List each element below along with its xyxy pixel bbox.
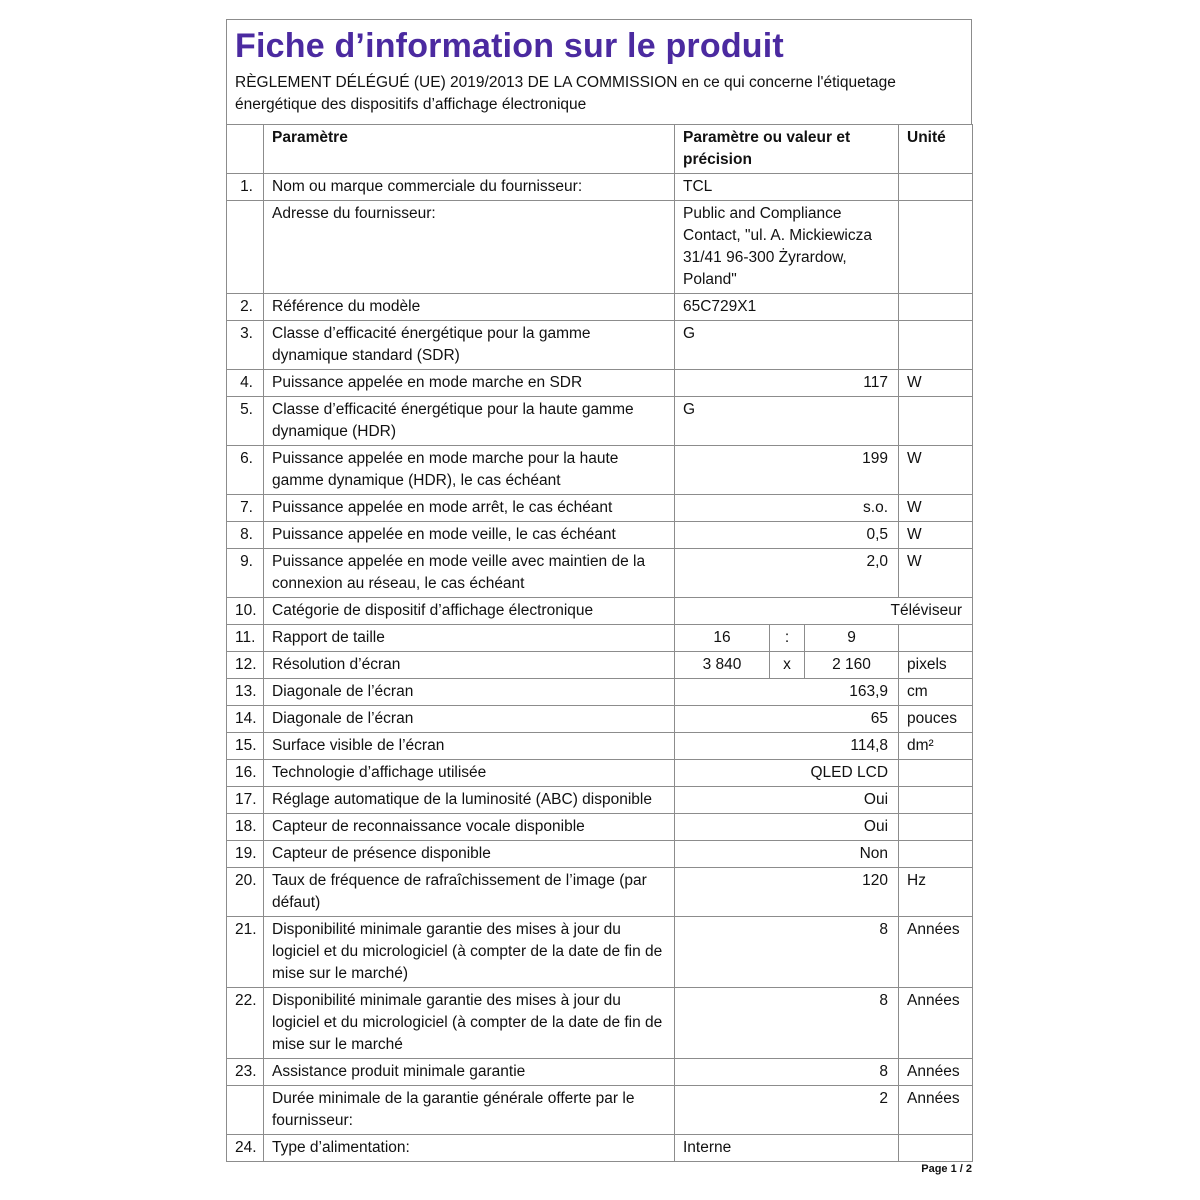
row-num: 20. — [227, 868, 264, 917]
row-num: 12. — [227, 652, 264, 679]
row-param: Assistance produit minimale garantie — [264, 1059, 675, 1086]
table-row — [227, 1086, 973, 1135]
row-param: Rapport de taille — [264, 625, 675, 652]
table-row — [227, 679, 973, 706]
row-num: 13. — [227, 679, 264, 706]
row-param: Durée minimale de la garantie générale offerte par le fournisseur: — [264, 1086, 675, 1135]
row-value: TCL — [675, 174, 899, 201]
page-number: Page 1 / 2 — [921, 1163, 972, 1175]
row-unit: pixels — [899, 652, 973, 679]
table-row-resolution — [227, 652, 973, 679]
table-row — [227, 733, 973, 760]
row-value: 163,9 — [675, 679, 899, 706]
row-num: 15. — [227, 733, 264, 760]
table-row — [227, 321, 973, 370]
row-param: Classe d’efficacité énergétique pour la gamme dynamique standard (SDR) — [264, 321, 675, 370]
row-param: Référence du modèle — [264, 294, 675, 321]
ratio-height: 9 — [805, 625, 899, 652]
row-value: G — [675, 321, 899, 370]
row-unit: Années — [899, 917, 973, 988]
row-value: s.o. — [675, 495, 899, 522]
table-row — [227, 1059, 973, 1086]
page-title: Fiche d’information sur le produit — [235, 27, 784, 65]
row-param: Puissance appelée en mode marche en SDR — [264, 370, 675, 397]
table-body-bottom — [227, 679, 973, 1162]
row-param: Résolution d’écran — [264, 652, 675, 679]
row-unit: pouces — [899, 706, 973, 733]
ratio-width: 16 — [675, 625, 770, 652]
table-row — [227, 549, 973, 598]
row-unit: Années — [899, 988, 973, 1059]
table-row — [227, 841, 973, 868]
row-param: Diagonale de l’écran — [264, 679, 675, 706]
table-row — [227, 174, 973, 201]
row-param: Réglage automatique de la luminosité (ABC) disponible — [264, 787, 675, 814]
row-param: Surface visible de l’écran — [264, 733, 675, 760]
row-num: 22. — [227, 988, 264, 1059]
row-value: 8 — [675, 988, 899, 1059]
row-unit — [899, 174, 973, 201]
row-unit — [899, 397, 973, 446]
row-value: 8 — [675, 917, 899, 988]
row-num — [227, 201, 264, 294]
row-value: 120 — [675, 868, 899, 917]
row-unit: W — [899, 370, 973, 397]
row-value: 2,0 — [675, 549, 899, 598]
regulation-subtitle: RÈGLEMENT DÉLÉGUÉ (UE) 2019/2013 DE LA COMMISSION en ce qui concerne l'étiquetage énergétique des dispositifs d’affichage électronique — [235, 74, 896, 113]
row-param: Disponibilité minimale garantie des mises à jour du logiciel et du micrologiciel (à compter de la date de fin de mise sur le marché — [264, 988, 675, 1059]
row-unit — [899, 760, 973, 787]
header-num — [227, 125, 264, 174]
row-value: 0,5 — [675, 522, 899, 549]
row-num: 7. — [227, 495, 264, 522]
row-unit — [899, 321, 973, 370]
resolution-height: 2 160 — [805, 652, 899, 679]
row-value: Oui — [675, 814, 899, 841]
row-param: Nom ou marque commerciale du fournisseur: — [264, 174, 675, 201]
row-unit: Hz — [899, 868, 973, 917]
row-num: 21. — [227, 917, 264, 988]
row-param: Capteur de reconnaissance vocale disponible — [264, 814, 675, 841]
row-value: Non — [675, 841, 899, 868]
row-value: 117 — [675, 370, 899, 397]
table-row — [227, 370, 973, 397]
table-row — [227, 787, 973, 814]
row-num: 3. — [227, 321, 264, 370]
row-unit — [899, 201, 973, 294]
table-row — [227, 294, 973, 321]
row-num: 23. — [227, 1059, 264, 1086]
resolution-width: 3 840 — [675, 652, 770, 679]
table-row-ratio — [227, 625, 973, 652]
row-param: Classe d’efficacité énergétique pour la haute gamme dynamique (HDR) — [264, 397, 675, 446]
row-value: G — [675, 397, 899, 446]
row-unit — [899, 841, 973, 868]
row-value: 114,8 — [675, 733, 899, 760]
row-num: 24. — [227, 1135, 264, 1162]
row-num: 16. — [227, 760, 264, 787]
row-unit: Années — [899, 1086, 973, 1135]
row-param: Puissance appelée en mode veille, le cas échéant — [264, 522, 675, 549]
row-unit: dm² — [899, 733, 973, 760]
row-value: 199 — [675, 446, 899, 495]
row-unit: W — [899, 446, 973, 495]
resolution-separator: x — [770, 652, 805, 679]
row-unit: Années — [899, 1059, 973, 1086]
row-num: 17. — [227, 787, 264, 814]
row-value: 8 — [675, 1059, 899, 1086]
row-param: Capteur de présence disponible — [264, 841, 675, 868]
row-unit — [899, 1135, 973, 1162]
row-num: 10. — [227, 598, 264, 625]
row-param: Diagonale de l’écran — [264, 706, 675, 733]
row-unit: W — [899, 549, 973, 598]
row-param: Disponibilité minimale garantie des mises à jour du logiciel et du micrologiciel (à compter de la date de fin de mise sur le marché) — [264, 917, 675, 988]
header-unit: Unité — [899, 125, 973, 174]
table-row — [227, 706, 973, 733]
row-param: Puissance appelée en mode marche pour la haute gamme dynamique (HDR), le cas échéant — [264, 446, 675, 495]
row-num — [227, 1086, 264, 1135]
product-info-sheet — [226, 19, 972, 1162]
table-body-top — [227, 174, 973, 625]
table-row — [227, 760, 973, 787]
table-row — [227, 868, 973, 917]
row-param: Adresse du fournisseur: — [264, 201, 675, 294]
header-value: Paramètre ou valeur et précision — [675, 125, 899, 174]
row-num: 19. — [227, 841, 264, 868]
row-value: 65 — [675, 706, 899, 733]
table-row — [227, 598, 973, 625]
table-row — [227, 522, 973, 549]
table-row — [227, 917, 973, 988]
row-num: 4. — [227, 370, 264, 397]
table-row — [227, 446, 973, 495]
row-value: Public and Compliance Contact, "ul. A. Mickiewicza 31/41 96-300 Żyrardow, Poland" — [675, 201, 899, 294]
parameter-table — [226, 124, 973, 1162]
row-value: Interne — [675, 1135, 899, 1162]
table-row — [227, 814, 973, 841]
table-row — [227, 988, 973, 1059]
table-header-row — [227, 125, 973, 174]
row-unit: W — [899, 522, 973, 549]
row-param: Taux de fréquence de rafraîchissement de l’image (par défaut) — [264, 868, 675, 917]
row-value: QLED LCD — [675, 760, 899, 787]
table-row — [227, 397, 973, 446]
row-num: 6. — [227, 446, 264, 495]
row-num: 11. — [227, 625, 264, 652]
row-unit: cm — [899, 679, 973, 706]
table-row — [227, 495, 973, 522]
row-unit — [899, 814, 973, 841]
row-unit — [899, 294, 973, 321]
row-num: 9. — [227, 549, 264, 598]
row-param: Catégorie de dispositif d’affichage électronique — [264, 598, 675, 625]
row-value: 2 — [675, 1086, 899, 1135]
row-unit — [899, 625, 973, 652]
row-value: Oui — [675, 787, 899, 814]
ratio-separator: : — [770, 625, 805, 652]
row-unit — [899, 787, 973, 814]
row-num: 5. — [227, 397, 264, 446]
row-num: 1. — [227, 174, 264, 201]
row-num: 2. — [227, 294, 264, 321]
header-param: Paramètre — [264, 125, 675, 174]
table-row — [227, 1135, 973, 1162]
row-param: Puissance appelée en mode arrêt, le cas échéant — [264, 495, 675, 522]
row-num: 14. — [227, 706, 264, 733]
table-row — [227, 201, 973, 294]
row-unit: W — [899, 495, 973, 522]
row-param: Technologie d’affichage utilisée — [264, 760, 675, 787]
row-value: 65C729X1 — [675, 294, 899, 321]
row-value: Téléviseur — [675, 598, 973, 625]
row-param: Type d’alimentation: — [264, 1135, 675, 1162]
sheet-header — [226, 19, 972, 124]
row-param: Puissance appelée en mode veille avec maintien de la connexion au réseau, le cas échéant — [264, 549, 675, 598]
row-num: 18. — [227, 814, 264, 841]
table-body-mid — [227, 625, 973, 679]
row-num: 8. — [227, 522, 264, 549]
